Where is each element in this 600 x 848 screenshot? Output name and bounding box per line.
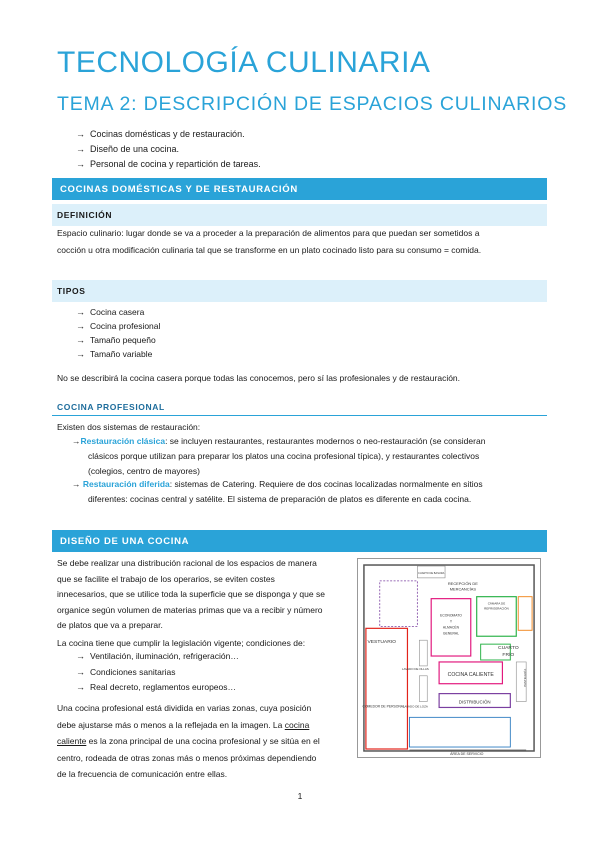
plan-label-economato3: ALMACÉN xyxy=(442,625,460,630)
toc-item: → Cocinas domésticas y de restauración. xyxy=(76,127,261,142)
document-subtitle: TEMA 2: DESCRIPCIÓN DE ESPACIOS CULINARIOS xyxy=(57,93,568,115)
right-arrow-icon: → xyxy=(76,666,85,677)
plan-label-lavado-loza: LAVADO DE LOZA xyxy=(402,704,428,709)
list-item: → Tamaño variable xyxy=(76,349,153,359)
list-item: → Cocina casera xyxy=(76,307,145,317)
definition-paragraph: Espacio culinario: lugar donde se va a proceder a la preparación de alimentos para que puedan ser sometidos a cocción u otra modificación culinaria tal que se transforme en un plato cocinado listo para su consumo = comida. xyxy=(57,228,482,255)
list-item: → Real decreto, reglamentos europeos… xyxy=(76,680,239,696)
diseno-paragraph-3: Una cocina profesional está dividida en varias zonas, cuya posición debe ajustarse más o menos a la reflejada en la imagen. La cocina caliente es la zona principal de una cocina profesional y se sitúa en el centro, rodeada de otras zonas más o menos próximas dependiendo de la frecuencia de comunicación entre ellas. xyxy=(57,703,320,779)
plan-room-orange xyxy=(518,597,532,631)
page-number: 1 xyxy=(297,791,303,801)
plan-label-cuarto-frio-2: FRÍO xyxy=(502,653,515,659)
diseno-paragraph-1: Se debe realizar una distribución racional de los espacios de manera que se facilite el trabajo de los operarios, se eviten costes innecesarios, que se utilice toda la superficie que se disponga y que se organice según volumen de materias primas que va a recibir y número de platos que va a preparar. xyxy=(57,558,325,630)
right-arrow-icon: → xyxy=(72,436,81,446)
right-arrow-icon: → xyxy=(76,682,85,692)
restauracion-diferida-item: → Restauración diferida: sistemas de Catering. Requiere de dos cocinas localizadas normalmente en sitios diferentes: cocinas central y satélite. El sistema de preparación de platos es diferente en cada cocina. xyxy=(72,479,483,504)
plan-room-comedor xyxy=(366,628,408,749)
plan-label-basura: CUARTO DE BASURA xyxy=(418,571,445,575)
plan-label-cuarto-frio-1: CUARTO xyxy=(498,646,519,652)
section-heading-cocinas: COCINAS DOMÉSTICAS Y DE RESTAURACIÓN xyxy=(52,178,547,200)
subsection-heading-tipos: TIPOS xyxy=(52,280,547,302)
subsection-heading-definicion: DEFINICIÓN xyxy=(52,204,547,226)
right-arrow-icon: → xyxy=(76,335,85,345)
plan-zone-blue xyxy=(409,717,510,747)
list-item: → Cocina profesional xyxy=(76,321,161,331)
toc-item: → Diseño de una cocina. xyxy=(76,142,261,157)
plan-label-comedor: COMEDOR DE PERSONAL xyxy=(362,704,405,709)
kitchen-floor-plan xyxy=(357,558,541,758)
list-item: → Tamaño pequeño xyxy=(76,335,156,345)
tipos-list xyxy=(76,305,160,361)
right-arrow-icon: → xyxy=(76,159,85,169)
toc-item: → Personal de cocina y repartición de tareas. xyxy=(76,157,261,172)
plan-label-economato4: GENERAL xyxy=(442,631,460,636)
plan-label-distribucion: DISTRIBUCIÓN xyxy=(458,699,491,705)
list-item: → Condiciones sanitarias xyxy=(76,665,239,681)
subsection-heading-cocina-profesional: COCINA PROFESIONAL xyxy=(57,402,165,412)
diseno-paragraph-2: La cocina tiene que cumplir la legislación vigente; condiciones de: xyxy=(57,638,306,648)
section-heading-diseno: DISEÑO DE UNA COCINA xyxy=(52,530,547,552)
plan-label-mercancias: MERCANCÍAS xyxy=(449,586,476,592)
right-arrow-icon: → xyxy=(76,144,85,154)
plan-label-refrigeracion: REFRIGERACIÓN xyxy=(484,606,509,611)
table-of-contents xyxy=(76,127,261,172)
plan-label-cocina-caliente: COCINA CALIENTE xyxy=(447,671,494,678)
right-arrow-icon: → xyxy=(76,307,85,317)
conditions-list xyxy=(76,649,239,696)
plan-label-recepcion: RECEPCIÓN DE xyxy=(447,580,478,586)
term-restauracion-diferida: Restauración diferida xyxy=(82,479,170,489)
plan-label-lavado-ollas: LAVADO DE OLLAS xyxy=(401,666,429,671)
plan-label-economato1: ECONOMATO xyxy=(440,613,462,618)
right-arrow-icon: → xyxy=(76,129,85,139)
tipos-note: No se describirá la cocina casera porque todas las conocemos, pero sí las profesionales y de restauración. xyxy=(57,373,461,383)
list-item: → Ventilación, iluminación, refrigeración… xyxy=(76,649,239,665)
plan-label-vestuario: VESTUARIO xyxy=(367,640,397,646)
restauracion-clasica-item: →Restauración clásica: se incluyen restaurantes, restaurantes modernos o neo-restauración (se consideran clásicos porque utilizan para preparar los platos una cocina profesional típica), y restaurantes colectivos (colegios, centro de mayores) xyxy=(72,436,486,476)
term-restauracion-clasica: Restauración clásica xyxy=(80,436,166,446)
right-arrow-icon: → xyxy=(72,479,81,489)
right-arrow-icon: → xyxy=(76,349,85,359)
plan-label-economato2: Y xyxy=(449,619,453,624)
plan-label-area-servicio: ÁREA DE SERVICIO xyxy=(450,751,484,756)
document-title: TECNOLOGÍA CULINARIA xyxy=(57,46,431,79)
plan-furniture xyxy=(419,676,427,702)
right-arrow-icon: → xyxy=(76,651,85,661)
plan-furniture xyxy=(419,640,427,666)
profesional-intro: Existen dos sistemas de restauración: xyxy=(57,422,201,432)
subsection-divider xyxy=(52,415,547,416)
right-arrow-icon: → xyxy=(76,321,85,331)
plan-label-camara: CÁMARA DE xyxy=(487,601,506,606)
plan-label-pasteleria: PASTELERÍA xyxy=(523,668,528,687)
plan-zone-purple xyxy=(380,581,418,627)
